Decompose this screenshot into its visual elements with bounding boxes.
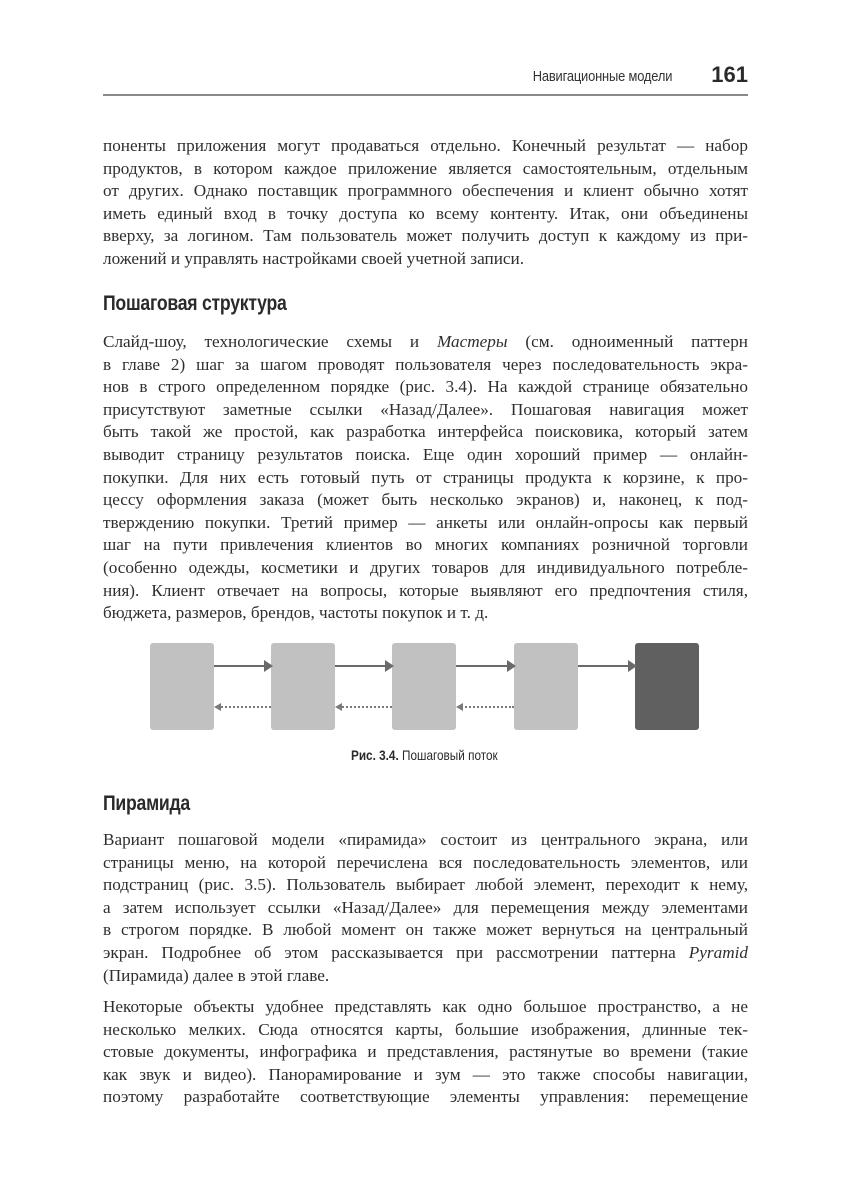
text-line: покупки. Для них есть готовый путь от страницы продукта к корзине, к про- [103,467,748,487]
paragraph-intro [103,135,748,271]
text-line: а затем использует ссылки «Назад/Далее» для перемещения между элементами [103,897,748,917]
text-line: стовые документы, инфографика и представления, растянутые во времени (такие [103,1042,748,1062]
text-line: (особенно одежды, косметики и других товаров для индивидуального потребле- [103,557,748,577]
back-arrow-icon [216,706,271,708]
text-line: (Пирамида) далее в этой главе. [103,965,330,985]
text-line: нов в строго определенном порядке (рис. 3.4). На каждой странице обязательно [103,377,748,397]
text-line: в главе 2) шаг за шагом проводят пользователя через последовательность экра- [103,354,748,374]
text-line: Некоторые объекты удобнее представлять как одно большое пространство, а не [103,997,748,1016]
paragraph-pyramid [103,829,748,987]
paragraph-panning [103,996,748,1109]
forward-arrow-icon [214,665,271,667]
step-box-2 [271,643,335,730]
forward-arrow-icon [335,665,392,667]
step-box-final [635,643,699,730]
text-line: вверху, за логином. Там пользователь может получить доступ к каждому из при- [103,226,748,246]
running-header [103,60,748,96]
text-line: иметь единый вход в точку доступа ко всему контенту. Итак, они объединены [103,203,748,223]
caption-title: Пошаговый поток [398,747,498,763]
text-line: ния). Клиент отвечает на вопросы, которые выявляют его предпочтения стиля, [103,580,748,600]
text-line: выводит страницу результатов поиска. Еще один хороший пример — онлайн- [103,444,748,464]
text-line: присутствуют заметные ссылки «Назад/Далее». Пошаговая навигация может [103,399,748,419]
text-line: ложений и управлять настройками своей учетной записи. [103,248,525,268]
text-line: страницы меню, на которой перечислена вся последовательность элементов, или [103,852,748,872]
text-line: тверждению покупки. Третий пример — анкеты или онлайн-опросы как первый [103,512,748,532]
italic-term-pyramid: Pyramid [688,942,748,962]
text-line: в строгом порядке. В любой момент он также может вернуться на центральный [103,920,748,940]
italic-term-wizards: Мастеры [436,332,508,351]
text-line: от других. Однако поставщик программного обеспечения и клиент обычно хотят [103,181,748,201]
caption-label: Рис. 3.4. [351,747,399,763]
running-title: Навигационные модели [532,68,672,85]
text-line: несколько мелких. Сюда относятся карты, большие изображения, длинные тек- [103,1019,748,1039]
text-line: подстраниц (рис. 3.5). Пользователь выбирает любой элемент, переходит к нему, [103,875,748,895]
text-line: цессу оформления заказа (может быть несколько экранов) и, наконец, к под- [103,490,748,510]
back-arrow-icon [337,706,392,708]
forward-arrow-icon [578,665,635,667]
text-line: поненты приложения могут продаваться отдельно. Конечный результат — набор [103,136,748,155]
text-line [103,331,748,354]
text-run: (см. одноименный паттерн [507,332,748,351]
text-line: как звук и видео). Панорамирование и зум — это также способы навигации, [103,1064,748,1084]
text-line [103,942,748,965]
paragraph-stepwise [103,331,748,625]
text-line: поэтому разработайте соответствующие элементы управления: перемещение [103,1087,748,1107]
back-arrow-icon [458,706,514,708]
step-box-1 [150,643,214,730]
page-number: 161 [711,62,748,87]
caption-text [351,747,498,763]
text-line: быть такой же простой, как разработка интерфейса поисковика, который затем [103,422,748,442]
forward-arrow-icon [456,665,514,667]
text-line: Вариант пошаговой модели «пирамида» состоит из центрального экрана, или [103,830,748,849]
text-run: Слайд-шоу, технологические схемы и [103,332,437,351]
text-line: продуктов, в котором каждое приложение является самостоятельным, отдельным [103,158,748,178]
section-heading-stepwise: Пошаговая структура [103,292,287,315]
step-box-4 [514,643,578,730]
text-line: бюджета, размеров, брендов, частоты покупок и т. д. [103,603,489,623]
step-box-3 [392,643,456,730]
text-line: шаг на пути привлечения клиентов во многих компаниях розничной торговли [103,535,748,555]
text-run: экран. Подробнее об этом рассказывается при рассмотрении паттерна [103,942,689,962]
figure-caption [0,747,849,763]
section-heading-pyramid: Пирамида [103,792,191,815]
